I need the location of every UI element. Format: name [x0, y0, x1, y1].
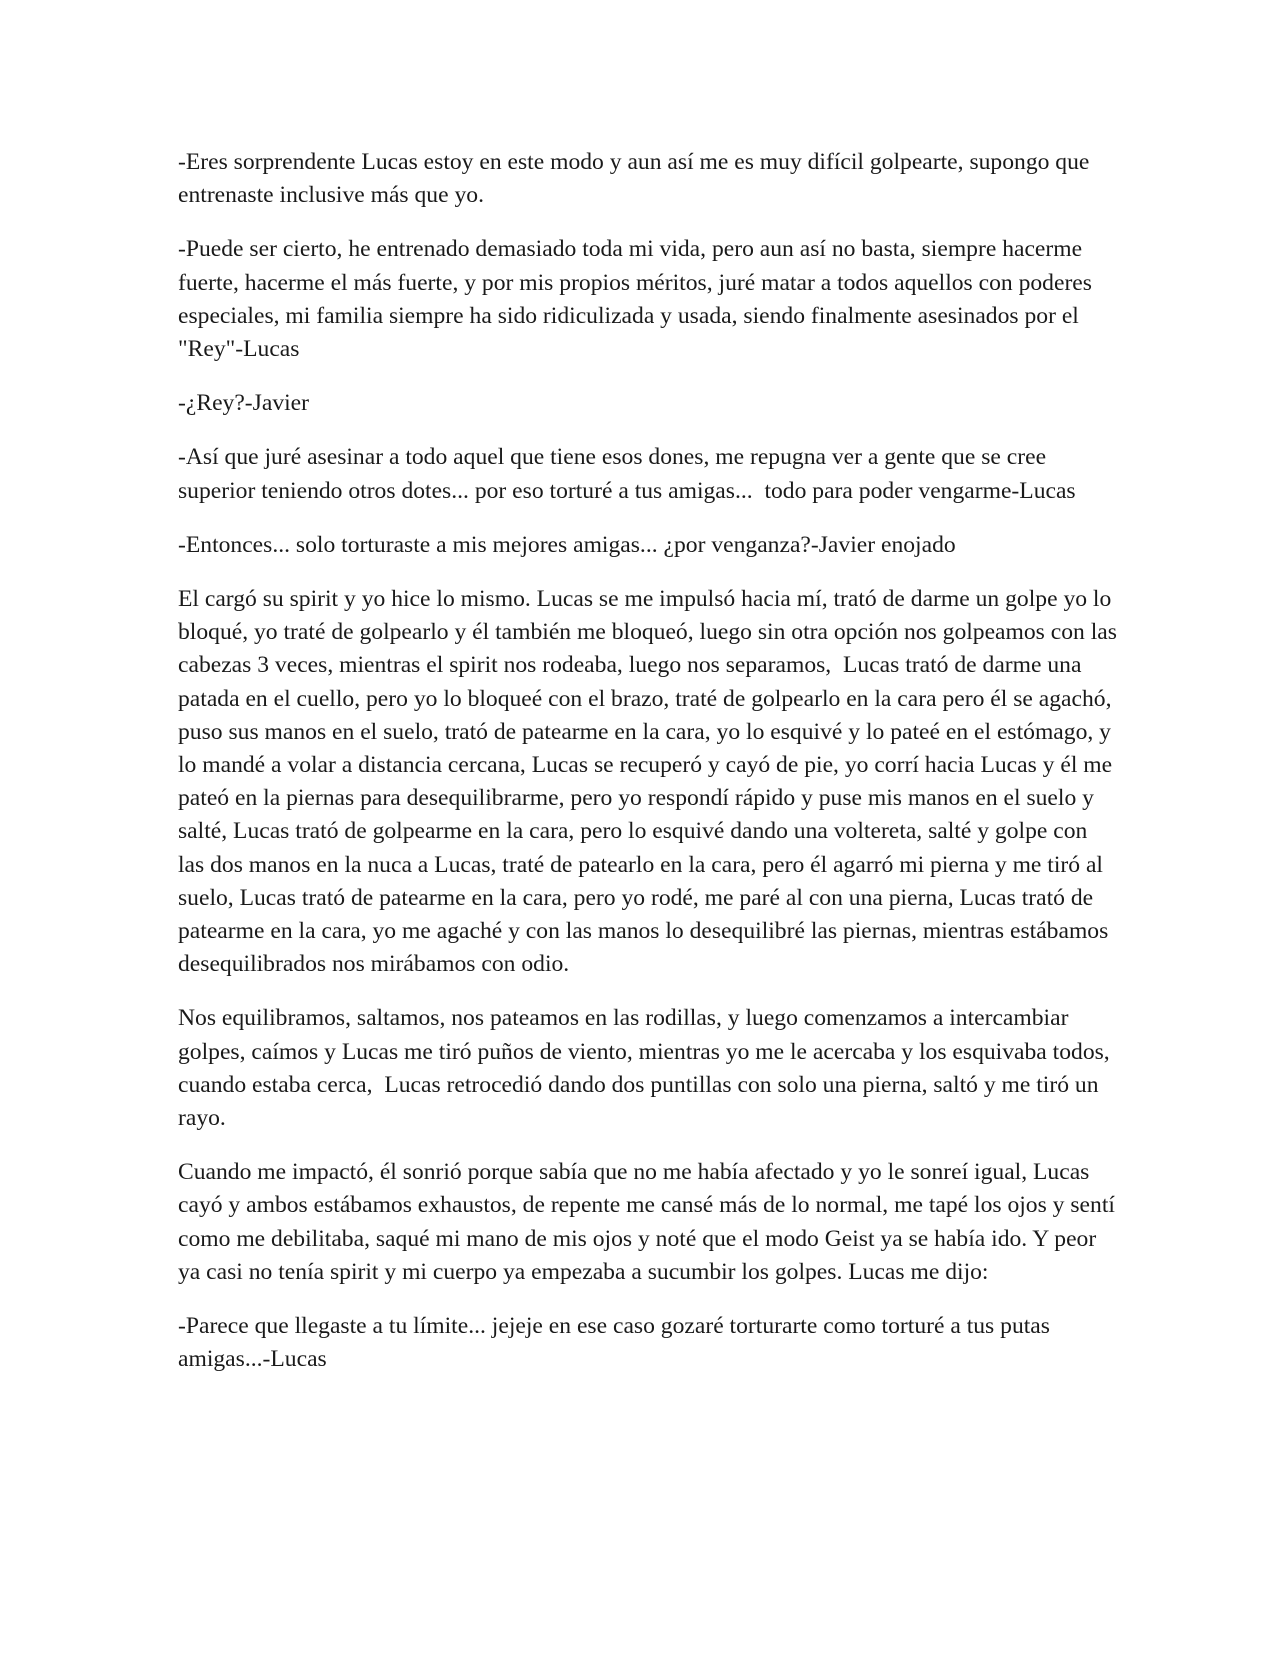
- paragraph: Nos equilibramos, saltamos, nos pateamos en las rodillas, y luego comenzamos a intercambiar golpes, caímos y Lucas me tiró puños de viento, mientras yo me le acercaba y los esquivaba todos, cuando estaba cerca, Lucas retrocedió dando dos puntillas con solo una pierna, saltó y me tiró un rayo.: [178, 1005, 1116, 1132]
- text-body: [178, 146, 1123, 1398]
- paragraph: -¿Rey?-Javier: [178, 390, 309, 417]
- paragraph: -Así que juré asesinar a todo aquel que tiene esos dones, me repugna ver a gente que se cree superior teniendo otros dotes... por eso torturé a tus amigas... todo para poder vengarme-Lucas: [178, 444, 1076, 504]
- paragraph: El cargó su spirit y yo hice lo mismo. Lucas se me impulsó hacia mí, trató de darme un golpe yo lo bloqué, yo traté de golpearlo y él también me bloqueó, luego sin otra opción nos golpeamos con las cabezas 3 veces, mientras el spirit nos rodeaba, luego nos separamos, Lucas trató de darme una patada en el cuello, pero yo lo bloqueé con el brazo, traté de golpearlo en la cara pero él se agachó, puso sus manos en el suelo, trató de patearme en la cara, yo lo esquivé y lo pateé en el estómago, y lo mandé a volar a distancia cercana, Lucas se recuperó y cayó de pie, yo corrí hacia Lucas y él me pateó en la piernas para desequilibrarme, pero yo respondí rápido y puse mis manos en el suelo y salté, Lucas trató de golpearme en la cara, pero lo esquivé dando una voltereta, salté y golpe con las dos manos en la nuca a Lucas, traté de patearlo en la cara, pero él agarró mi pierna y me tiró al suelo, Lucas trató de patearme en la cara, pero yo rodé, me paré al con una pierna, Lucas trató de patearme en la cara, yo me agaché y con las manos lo desequilibré las piernas, mientras estábamos desequilibrados nos mirábamos con odio.: [178, 586, 1123, 978]
- paragraph: -Entonces... solo torturaste a mis mejores amigas... ¿por venganza?-Javier enojado: [178, 531, 956, 558]
- paragraph: -Puede ser cierto, he entrenado demasiado toda mi vida, pero aun así no basta, siempre hacerme fuerte, hacerme el más fuerte, y por mis propios méritos, juré matar a todos aquellos con poderes especiales, mi familia siempre ha sido ridiculizada y usada, siendo finalmente asesinados por el "Rey"-Lucas: [178, 236, 1098, 363]
- paragraph: Cuando me impactó, él sonrió porque sabía que no me había afectado y yo le sonreí igual, Lucas cayó y ambos estábamos exhaustos, de repente me cansé más de lo normal, me tapé los ojos y sentí como me debilitaba, saqué mi mano de mis ojos y noté que el modo Geist ya se había ido. Y peor ya casi no tenía spirit y mi cuerpo ya empezaba a sucumbir los golpes. Lucas me dijo:: [178, 1159, 1121, 1285]
- paragraph: -Eres sorprendente Lucas estoy en este modo y aun así me es muy difícil golpearte, supongo que entrenaste inclusive más que yo.: [178, 149, 1096, 209]
- paragraph: -Parece que llegaste a tu límite... jejeje en ese caso gozaré torturarte como torturé a tus putas amigas...-Lucas: [178, 1313, 1056, 1373]
